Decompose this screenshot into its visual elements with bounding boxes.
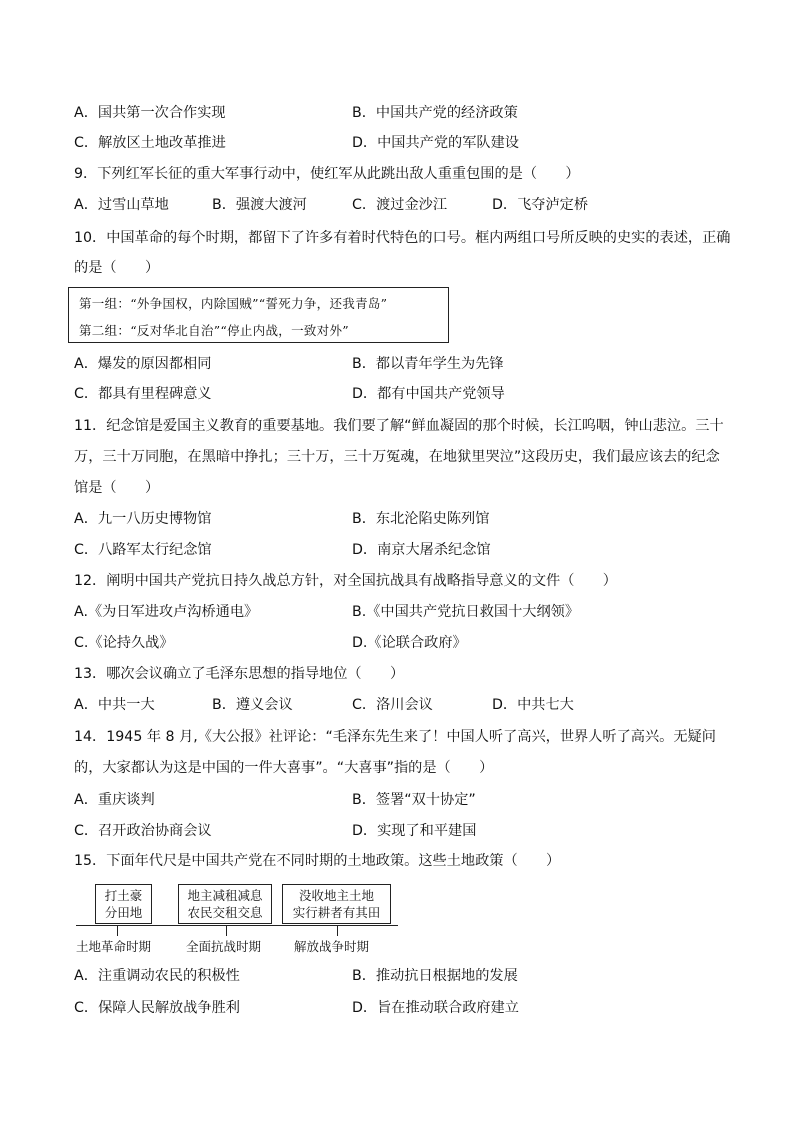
q11-stem-line3: 馆是（ ） bbox=[74, 480, 160, 496]
q10-option-c: C．都具有里程碑意义 bbox=[74, 386, 212, 402]
q13-option-c: C．洛川会议 bbox=[352, 697, 433, 713]
q11-stem-line1: 11．纪念馆是爱国主义教育的重要基地。我们要了解“鲜血凝固的那个时候，长江呜咽，钟山悲泣。三十 bbox=[74, 418, 724, 434]
q11-option-a: A．九一八历史博物馆 bbox=[74, 511, 212, 527]
q14-option-c: C．召开政治协商会议 bbox=[74, 823, 212, 839]
q10-slogan-group2: 第二组：“反对华北自治”“停止内战，一致对外” bbox=[79, 323, 349, 338]
q8-option-a: A．国共第一次合作实现 bbox=[74, 105, 226, 121]
timeline-tick-1 bbox=[117, 925, 118, 936]
q12-option-c: C.《论持久战》 bbox=[74, 635, 174, 651]
q11-option-b: B．东北沦陷史陈列馆 bbox=[352, 511, 490, 527]
q14-option-a: A．重庆谈判 bbox=[74, 792, 155, 808]
q10-option-b: B．都以青年学生为先锋 bbox=[352, 356, 504, 372]
timeline-tick-3 bbox=[337, 925, 338, 936]
q12-option-d: D.《论联合政府》 bbox=[352, 635, 467, 651]
q11-option-d: D．南京大屠杀纪念馆 bbox=[352, 542, 491, 558]
q13-stem: 13．哪次会议确立了毛泽东思想的指导地位（ ） bbox=[74, 666, 405, 682]
q14-stem-line1: 14．1945 年 8 月,《大公报》社评论：“毛泽东先生来了！中国人听了高兴，世界人听了高兴。无疑问 bbox=[74, 729, 716, 745]
q10-option-d: D．都有中国共产党领导 bbox=[352, 386, 505, 402]
q10-slogan-group1: 第一组：“外争国权，内除国贼”“誓死力争，还我青岛” bbox=[79, 296, 388, 311]
q12-stem: 12．阐明中国共产党抗日持久战总方针，对全国抗战具有战略指导意义的文件（ ） bbox=[74, 573, 617, 589]
q8-option-d: D．中国共产党的军队建设 bbox=[352, 135, 519, 151]
timeline-box-land-revolution bbox=[95, 884, 152, 924]
timeline-box-anti-japanese-war bbox=[178, 884, 272, 924]
timeline-box1-line1: 打土豪 bbox=[104, 888, 143, 903]
q13-option-b: B．遵义会议 bbox=[212, 697, 293, 713]
q15-stem: 15．下面年代尺是中国共产党在不同时期的土地政策。这些土地政策（ ） bbox=[74, 853, 561, 869]
timeline-box3-line1: 没收地主土地 bbox=[298, 888, 374, 903]
timeline-label-3: 解放战争时期 bbox=[294, 939, 370, 954]
q13-option-d: D．中共七大 bbox=[492, 697, 574, 713]
q11-stem-line2: 万，三十万同胞，在黑暗中挣扎；三十万，三十万冤魂，在地狱里哭泣”这段历史，我们最应该去的纪念 bbox=[74, 449, 720, 465]
q10-slogan-box bbox=[68, 287, 449, 343]
q8-option-b: B．中国共产党的经济政策 bbox=[352, 105, 518, 121]
q14-option-b: B．签署“双十协定” bbox=[352, 792, 476, 808]
timeline-label-1: 土地革命时期 bbox=[76, 939, 152, 954]
timeline-box2-line1: 地主减租减息 bbox=[187, 888, 263, 903]
q9-stem: 9．下列红军长征的重大军事行动中，使红军从此跳出敌人重重包围的是（ ） bbox=[74, 166, 580, 182]
q15-option-a: A．注重调动农民的积极性 bbox=[74, 968, 240, 984]
q13-option-a: A．中共一大 bbox=[74, 697, 155, 713]
q9-option-b: B．强渡大渡河 bbox=[212, 197, 307, 213]
timeline-box1-line2: 分田地 bbox=[104, 905, 143, 920]
q12-option-a: A.《为日军进攻卢沟桥通电》 bbox=[74, 604, 259, 620]
q11-option-c: C．八路军太行纪念馆 bbox=[74, 542, 212, 558]
q9-option-d: D．飞夺泸定桥 bbox=[492, 197, 589, 213]
q9-option-c: C．渡过金沙江 bbox=[352, 197, 448, 213]
q10-stem-line2: 的是（ ） bbox=[74, 260, 160, 276]
q9-option-a: A．过雪山草地 bbox=[74, 197, 169, 213]
timeline-axis bbox=[76, 925, 398, 926]
timeline-box3-line2: 实行耕者有其田 bbox=[292, 905, 381, 920]
q10-stem-line1: 10．中国革命的每个时期，都留下了许多有着时代特色的口号。框内两组口号所反映的史实的表述，正确 bbox=[74, 230, 731, 246]
timeline-box2-line2: 农民交租交息 bbox=[187, 905, 263, 920]
timeline-box-liberation-war bbox=[282, 884, 391, 924]
timeline-label-2: 全面抗战时期 bbox=[186, 939, 262, 954]
q15-option-d: D．旨在推动联合政府建立 bbox=[352, 1000, 519, 1016]
timeline-tick-2 bbox=[226, 925, 227, 936]
q10-option-a: A．爆发的原因都相同 bbox=[74, 356, 212, 372]
q14-stem-line2: 的，大家都认为这是中国的一件大喜事”。“大喜事”指的是（ ） bbox=[74, 760, 494, 776]
q12-option-b: B.《中国共产党抗日救国十大纲领》 bbox=[352, 604, 580, 620]
q15-option-b: B．推动抗日根据地的发展 bbox=[352, 968, 518, 984]
q14-option-d: D．实现了和平建国 bbox=[352, 823, 477, 839]
q15-option-c: C．保障人民解放战争胜利 bbox=[74, 1000, 240, 1016]
q8-option-c: C．解放区土地改革推进 bbox=[74, 135, 226, 151]
